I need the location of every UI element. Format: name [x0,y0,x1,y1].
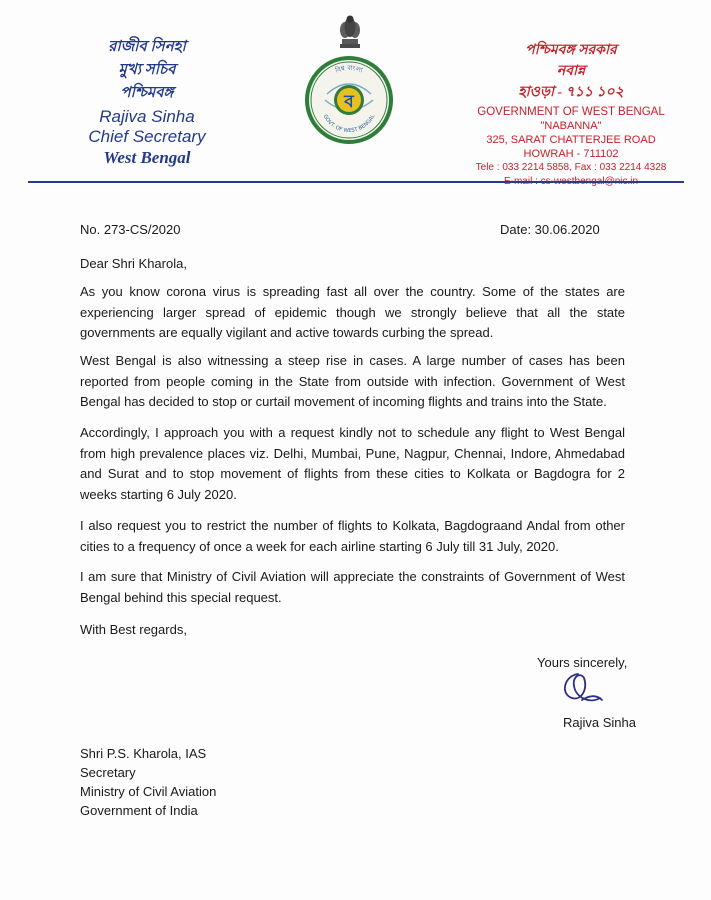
sender-state-bengali: পশ্চিমবঙ্গ [120,85,174,101]
sender-title: Chief Secretary [88,127,206,146]
addressee-block [80,744,216,820]
addressee-line: Government of India [80,803,198,818]
reference-number: No. 273-CS/2020 [80,222,181,237]
body-paragraph: Accordingly, I approach you with a request kindly not to schedule any flight to West Bengal from high prevalence places viz. Delhi, Mumbai, Pune, Nagpur, Chennai, Indore, Ahmedabad and Surat and to stop movement of flights from these cities to Kolkata or Bagdogra for 2 weeks starting 6 July 2020. [80,425,625,502]
body-paragraph: West Bengal is also witnessing a steep rise in cases. A large number of cases has been reported from people coming in the State from outside with infection. Government of West Bengal has decided to stop or curtail movement of incoming flights and trains into the State. [80,353,625,409]
seal-top-text: বিশ্ব বাংলা [334,63,364,75]
west-bengal-seal-icon [303,54,395,146]
addressee-line: Secretary [80,765,136,780]
office-address-block [462,40,680,189]
sender-name-bengali: রাজীব সিনহা [108,39,186,55]
salutation: Dear Shri Kharola, [80,256,187,271]
seal-center-letter: ব [344,92,354,112]
gov-name-bengali: পশ্চিমবঙ্গ সরকার [525,43,617,58]
seal-bottom-text: GOVT. OF WEST BENGAL [321,113,377,135]
addressee-line: Ministry of Civil Aviation [80,784,217,799]
handwritten-signature [556,668,608,712]
sender-state: West Bengal [103,148,191,167]
letter-date: Date: 30.06.2020 [500,222,600,237]
closing-line: With Best regards, [80,622,187,637]
sign-off: Yours sincerely, [537,655,628,670]
gov-name: GOVERNMENT OF WEST BENGAL [477,106,665,118]
body-paragraph: I am sure that Ministry of Civil Aviation will appreciate the constraints of Government of West Bengal behind this special request. [80,569,625,605]
signatory-name: Rajiva Sinha [563,715,636,730]
pin-bengali: হাওড়া - ৭১১ ১০২ [518,85,624,100]
phone-fax: Tele : 033 2214 5858, Fax : 033 2214 4328 [475,162,667,173]
sender-title-bengali: মুখ্য সচিব [118,62,176,78]
sender-name: Rajiva Sinha [99,107,195,126]
street-address: 325, SARAT CHATTERJEE ROAD [486,134,656,146]
national-emblem-icon [337,14,363,50]
addressee-line: Shri P.S. Kharola, IAS [80,746,207,761]
body-paragraph: As you know corona virus is spreading fast all over the country. Some of the states are experiencing larger spread of epidemic though we strongly believe that all the state governments are equally vigilant and active towards curbing the spread. [80,284,625,340]
building-name: "NABANNA" [540,120,602,132]
city-address: HOWRAH - 711102 [523,148,619,160]
sender-block [62,36,232,169]
letterhead-divider [28,181,684,183]
building-name-bengali: নবান্ন [556,64,586,79]
body-paragraph: I also request you to restrict the number of flights to Kolkata, Bagdograand Andal from other cities to a frequency of once a week for each airline starting 6 July till 31 July, 2020. [80,518,625,554]
